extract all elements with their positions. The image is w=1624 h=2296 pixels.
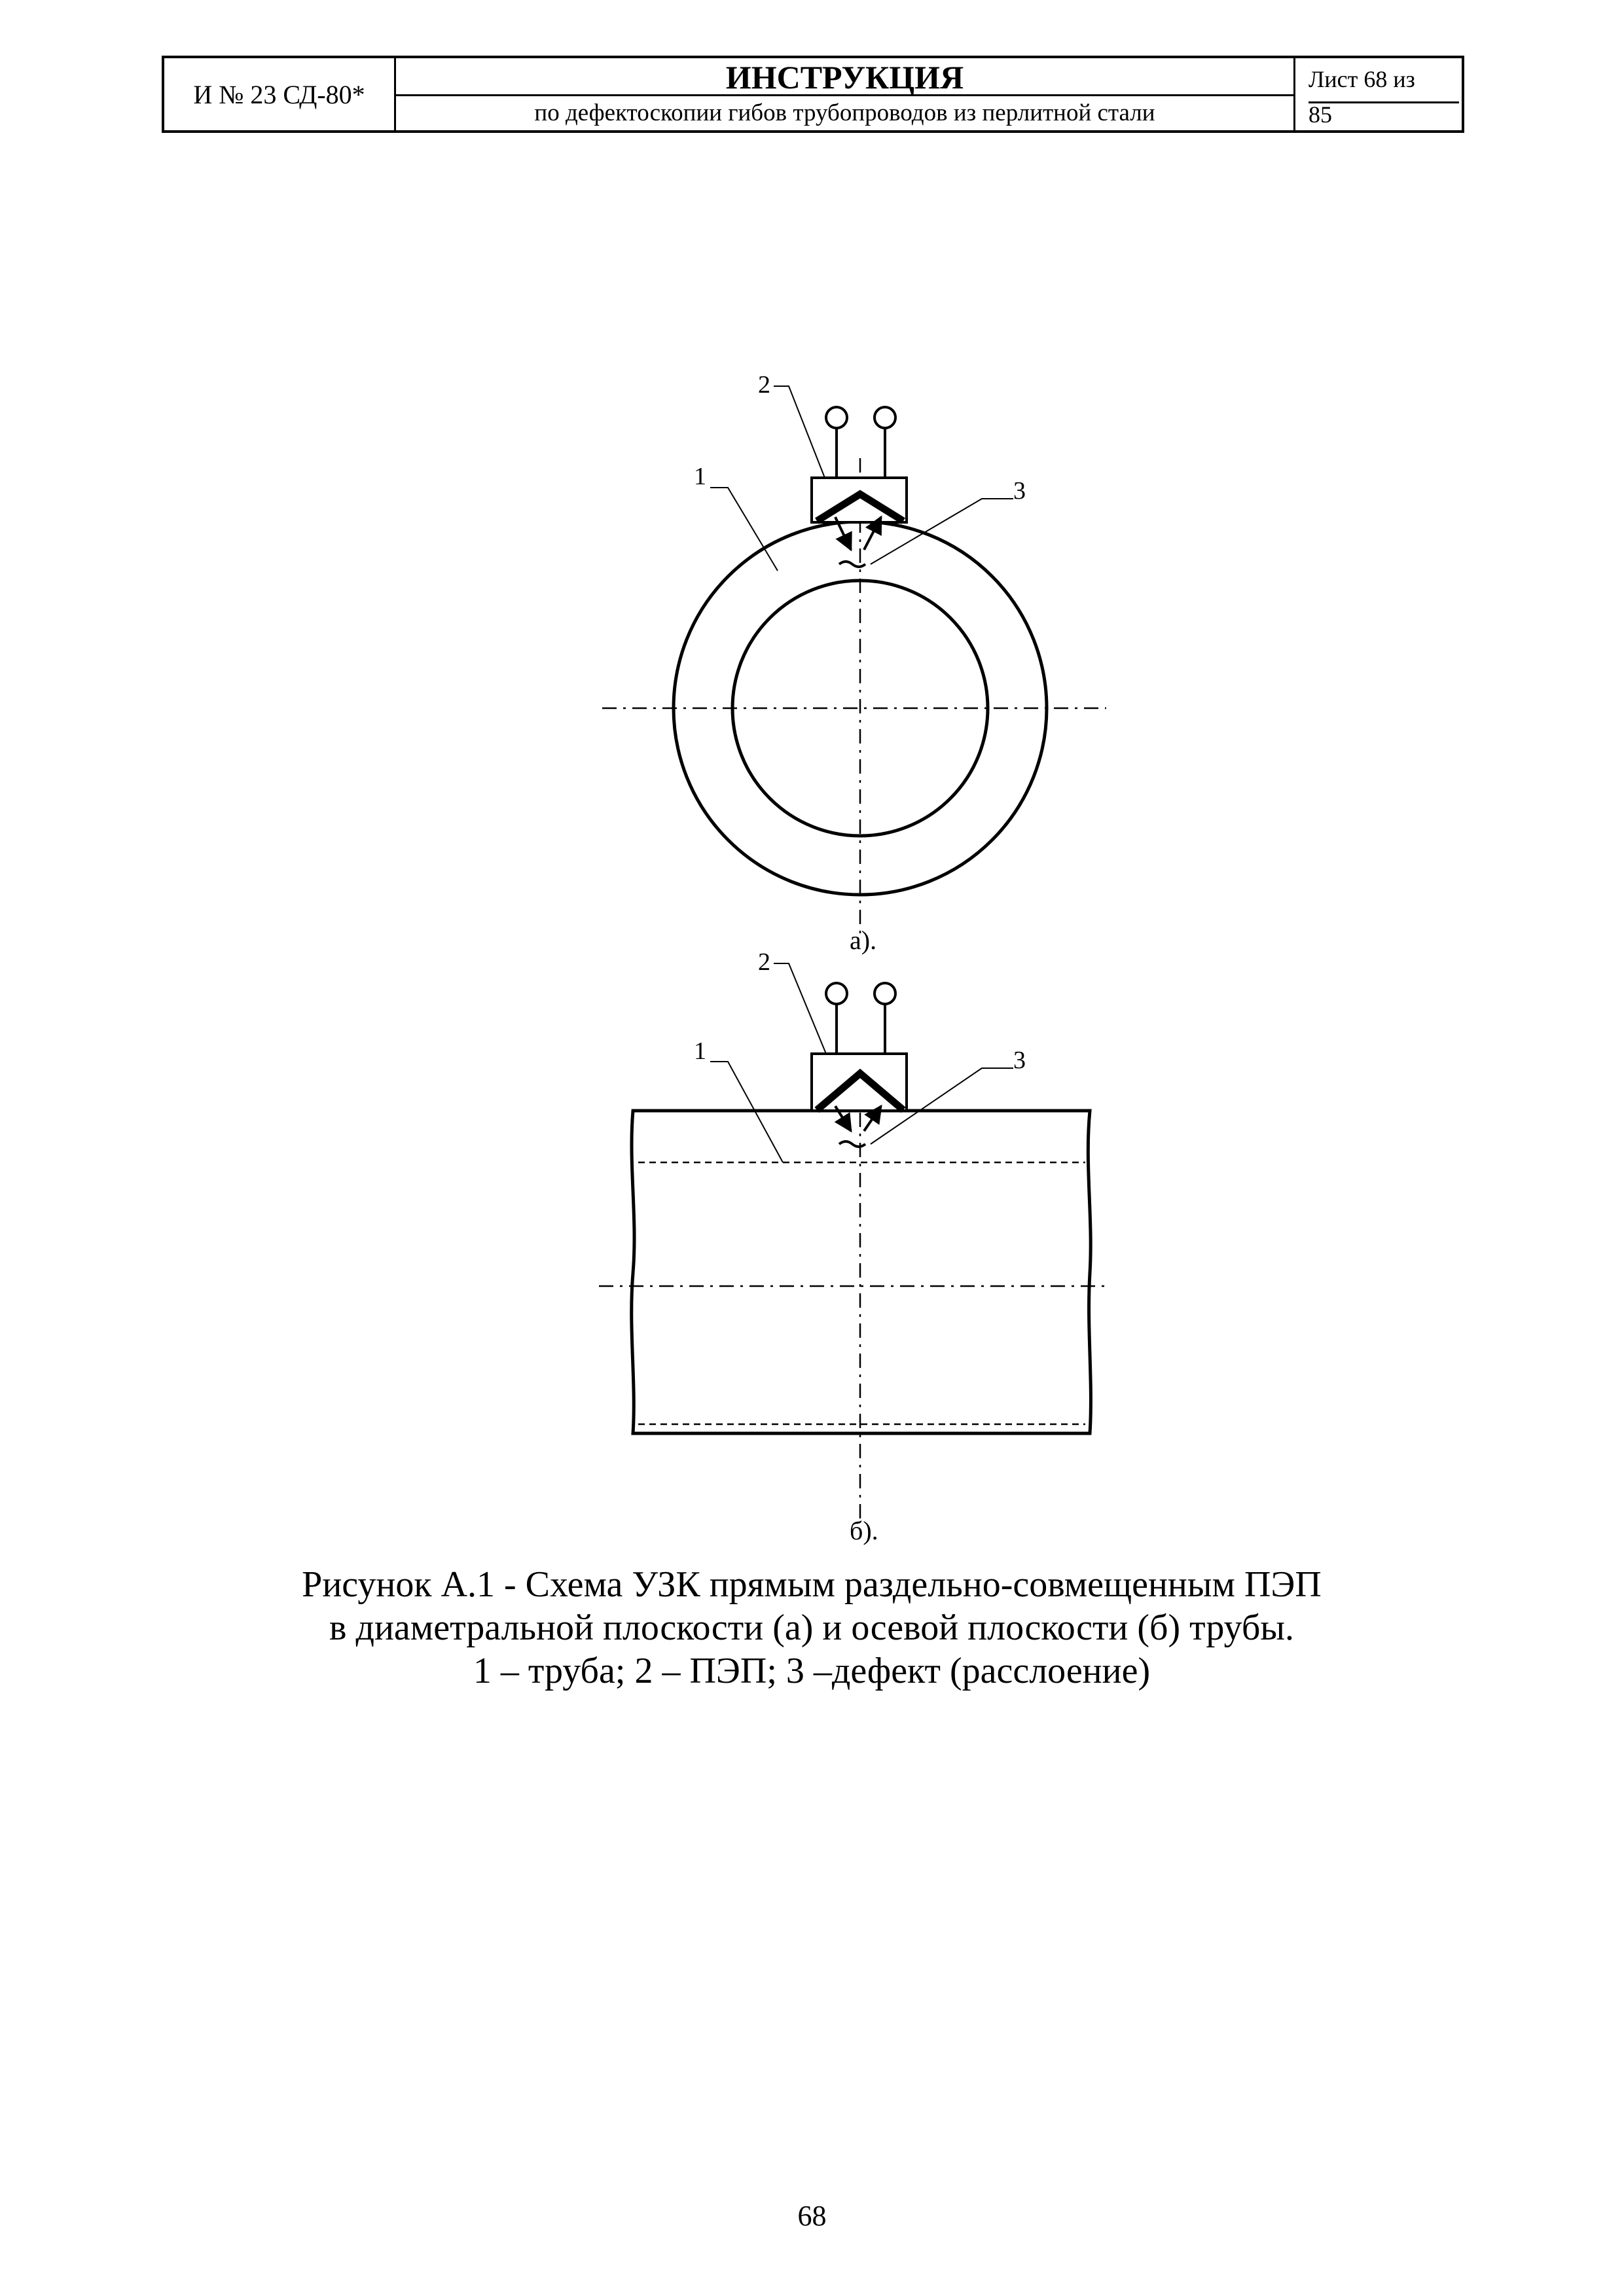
view-a-caption: а). [850, 925, 877, 955]
defect-delamination [839, 1141, 865, 1147]
caption-line-3: 1 – труба; 2 – ПЭП; 3 –дефект (расслоение) [473, 1651, 1151, 1691]
view-b-caption: б). [850, 1516, 878, 1545]
label-pipe: 1 [694, 463, 706, 490]
sheet-counter-line1: Лист 68 из [1308, 65, 1459, 103]
caption-line-1: Рисунок А.1 - Схема УЗК прямым раздельно-совмещенным ПЭП [302, 1564, 1322, 1605]
sheet-counter-line2: 85 [1308, 101, 1332, 128]
document-title: ИНСТРУКЦИЯ [396, 58, 1293, 96]
caption-line-2: в диаметральной плоскости (а) и осевой плоскости (б) трубы. [329, 1607, 1294, 1648]
transducer-terminal-right [875, 407, 895, 428]
figure-caption [196, 1563, 1427, 1693]
pipe-wall-outline [632, 1111, 1091, 1433]
doc-number: И № 23 СД-80* [164, 58, 396, 130]
label-transducer: 2 [758, 371, 770, 399]
label-defect: 3 [1013, 477, 1026, 505]
document-subtitle: по дефектоскопии гибов трубопроводов из перлитной стали [534, 99, 1155, 126]
leader-2 [774, 386, 825, 478]
label-defect: 3 [1013, 1047, 1026, 1074]
label-transducer: 2 [758, 948, 770, 976]
defect-delamination [839, 562, 865, 567]
label-pipe: 1 [694, 1037, 706, 1065]
transducer-terminal-left [826, 407, 847, 428]
view-a-cross-section [602, 371, 1106, 955]
transducer-terminal-right [875, 983, 895, 1004]
leader-1 [710, 488, 778, 571]
leader-2 [774, 963, 826, 1054]
page-number: 68 [797, 2200, 827, 2232]
view-b-axial-section [599, 948, 1106, 1545]
transducer-terminal-left [826, 983, 847, 1004]
